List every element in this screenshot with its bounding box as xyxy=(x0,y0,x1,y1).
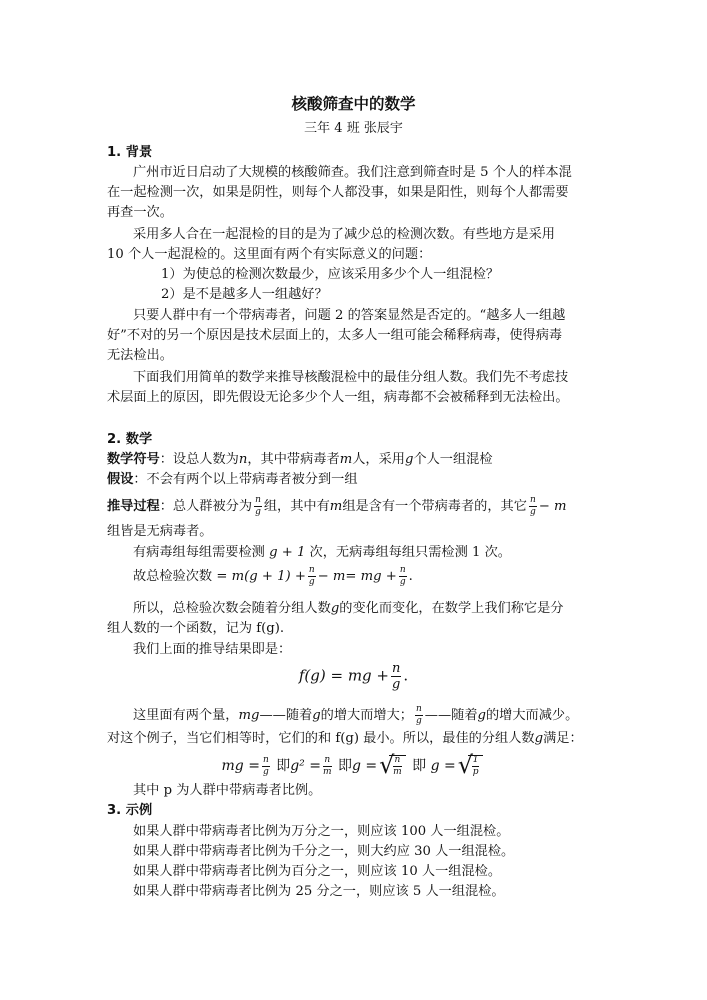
question-item: 1）为使总的检测次数最少，应该采用多少个人一组混检？ xyxy=(161,267,500,282)
paragraph-line: 只要人群中有一个带病毒者，问题 2 的答案显然是否定的。“越多人一组越 xyxy=(133,308,566,323)
paragraph-line: 对这个例子，当它们相等时，它们的和 f(g) 最小。所以，最佳的分组人数g满足： xyxy=(107,731,583,746)
paragraph-line: 在一起检测一次，如果是阴性，则每个人都没事，如果是阳性，则每个人都需要 xyxy=(107,185,569,200)
paragraph-line: 无法检出。 xyxy=(107,348,173,363)
optimal-group-equation: mg = $\frac{n}{g}$ 即g² = $\frac{n}{m}$ 即g = √ $\frac{n}{m}$ 即 g = √ $\frac{1}{p}$ xyxy=(0,755,707,777)
notation-label: 数学符号 xyxy=(107,452,160,467)
assumption-label: 假设 xyxy=(107,472,134,487)
paragraph-line: 10 个人一起混检的。这里面有两个有实际意义的问题： xyxy=(107,247,432,262)
equation-line: 故总检验次数 = m(g + 1) + $\frac{n}{g}$ − m= mg + $\frac{n}{g}$ . xyxy=(133,565,413,587)
fraction-n-over-g: $\frac{n}{g}$ xyxy=(415,704,422,726)
fraction-n-over-m: $\frac{n}{m}$ xyxy=(322,754,332,777)
notation-line: 数学符号：设总人数为n，其中带病毒者m人，采用g个人一组混检 xyxy=(107,452,493,467)
example-line: 如果人群中带病毒者比例为万分之一，则应该 100 人一组混检。 xyxy=(133,824,510,839)
paragraph-line: 好”不对的另一个原因是技术层面上的，太多人一组可能会稀释病毒，使得病毒 xyxy=(107,328,563,343)
sqrt-one-over-p: √ $\frac{1}{p}$ xyxy=(458,755,484,777)
paragraph-line: 术层面上的原因，即先假设无论多少个人一组，病毒都不会被稀释到无法检出。 xyxy=(107,390,569,405)
fraction-n-over-g: $\frac{n}{g}$ xyxy=(255,495,261,517)
paragraph-line: 这里面有两个量，mg——随着g的增大而增大； $\frac{n}{g}$ ——随着g的增大而减少。 xyxy=(133,704,579,726)
paragraph-line: 下面我们用简单的数学来推导核酸混检中的最佳分组人数。我们先不考虑技 xyxy=(133,370,569,385)
derivation-label: 推导过程 xyxy=(107,499,160,514)
example-line: 如果人群中带病毒者比例为百分之一，则应该 10 人一组混检。 xyxy=(133,864,502,879)
sqrt-n-over-m: √ $\frac{n}{m}$ xyxy=(379,755,406,777)
paragraph-line: 其中 p 为人群中带病毒者比例。 xyxy=(133,783,322,798)
question-item: 2）是不是越多人一组越好？ xyxy=(161,287,328,302)
paragraph-line: 组皆是无病毒者。 xyxy=(107,524,213,539)
paragraph-line: 组人数的一个函数，记为 f(g). xyxy=(107,621,285,636)
paragraph-line: 广州市近日启动了大规模的核酸筛查。我们注意到筛查时是 5 个人的样本混 xyxy=(133,165,572,180)
fraction-n-over-g: $\frac{n}{g}$ xyxy=(399,565,406,587)
fraction-n-over-g: $\frac{n}{g}$ xyxy=(308,565,315,587)
function-equation: f(g) = mg + $\frac{n}{g}$ . xyxy=(298,661,409,692)
paragraph-line: 采用多人合在一起混检的目的是为了减少总的检测次数。有些地方是采用 xyxy=(133,227,555,242)
fraction-n-over-g: $\frac{n}{g}$ xyxy=(529,495,536,517)
section-heading-background: 1. 背景 xyxy=(107,145,153,160)
paragraph-line: 我们上面的推导结果即是： xyxy=(133,642,292,657)
paragraph-line: 有病毒组每组需要检测 g + 1 次，无病毒组每组只需检测 1 次。 xyxy=(133,545,511,560)
page-title: 核酸筛查中的数学 xyxy=(291,94,416,113)
derivation-line: 推导过程：总人群被分为 $\frac{n}{g}$ 组，其中有m组是含有一个带病毒者的，其它 $\frac{n}{g}$ − m xyxy=(107,495,567,517)
paragraph-line: 所以，总检验次数会随着分组人数g的变化而变化，在数学上我们称它是分 xyxy=(133,601,564,616)
example-line: 如果人群中带病毒者比例为 25 分之一，则应该 5 人一组混检。 xyxy=(133,884,505,899)
fraction-n-over-g: $\frac{n}{g}$ xyxy=(262,754,269,777)
author-line: 三年 4 班 张辰宇 xyxy=(304,121,403,136)
assumption-line: 假设：不会有两个以上带病毒者被分到一组 xyxy=(107,472,358,487)
section-heading-math: 2. 数学 xyxy=(107,432,153,447)
paragraph-line: 再查一次。 xyxy=(107,205,173,220)
fraction-n-over-g: $\frac{n}{g}$ xyxy=(391,661,401,692)
example-line: 如果人群中带病毒者比例为千分之一，则大约应 30 人一组混检。 xyxy=(133,844,515,859)
section-heading-examples: 3. 示例 xyxy=(107,803,153,818)
